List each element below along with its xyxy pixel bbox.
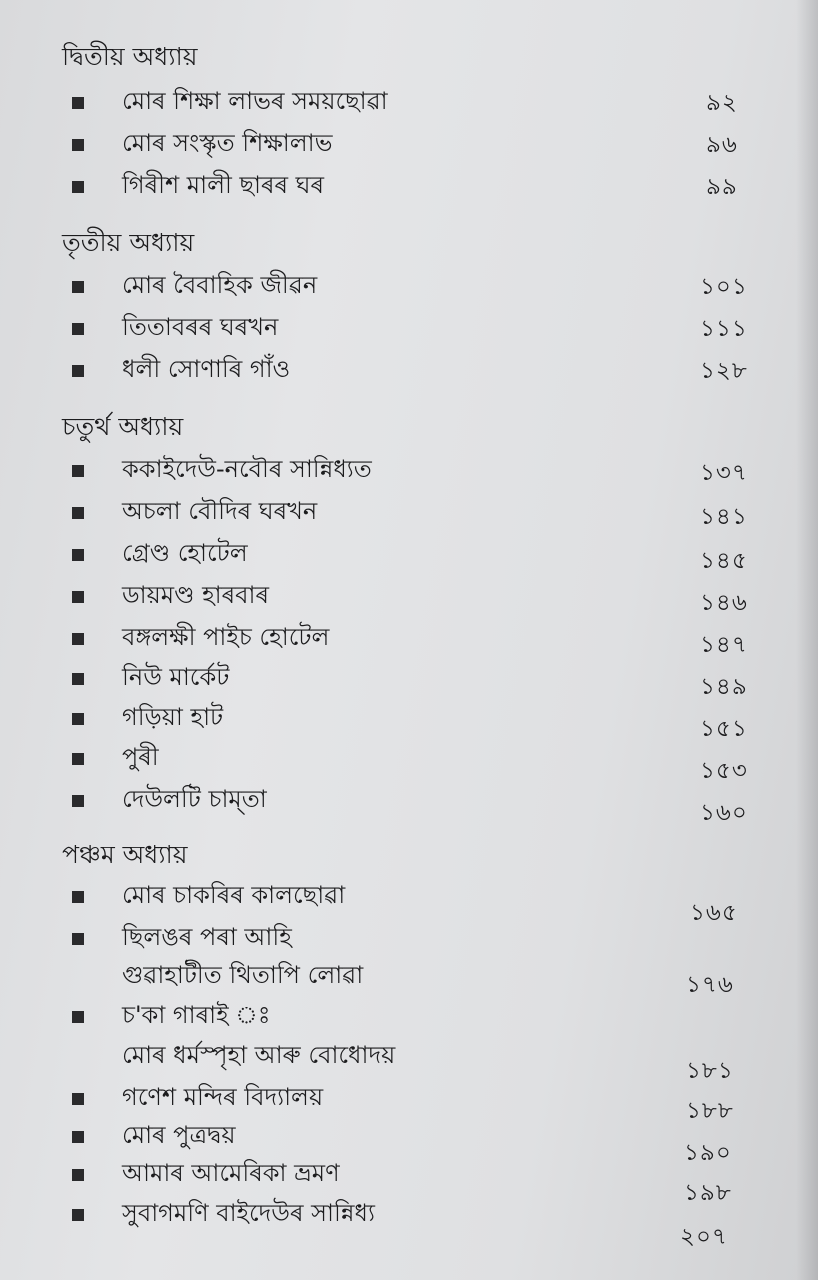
toc-entry bbox=[0, 354, 818, 388]
toc-entry bbox=[0, 742, 818, 784]
toc-entry bbox=[0, 922, 818, 1002]
entry-page-number: ১৪৯ bbox=[700, 674, 748, 700]
chapter-heading-3: তৃতীয় অধ্যায় bbox=[62, 228, 195, 257]
bullet-icon bbox=[72, 1131, 84, 1143]
bullet-icon bbox=[72, 1093, 84, 1105]
bullet-icon bbox=[72, 1209, 84, 1221]
entry-title: মোৰ চাকৰিৰ কালছোৱা bbox=[122, 881, 346, 909]
toc-entry bbox=[0, 128, 818, 162]
entry-title: ডায়মণ্ড হাৰবাৰ bbox=[122, 581, 269, 609]
entry-page-number: ১৪৫ bbox=[700, 548, 748, 574]
bullet-icon bbox=[72, 507, 84, 519]
bullet-icon bbox=[72, 891, 84, 903]
toc-entry bbox=[0, 622, 818, 656]
entry-page-number: ১৩৭ bbox=[700, 460, 748, 486]
toc-entry bbox=[0, 1120, 818, 1166]
entry-title: সুবাগমণি বাইদেউৰ সান্নিধ্য bbox=[122, 1199, 375, 1227]
bullet-icon bbox=[72, 281, 84, 293]
bullet-icon bbox=[72, 465, 84, 477]
entry-title: ধলী সোণাৰি গাঁও bbox=[122, 355, 291, 383]
bullet-icon bbox=[72, 713, 84, 725]
toc-entry bbox=[0, 86, 818, 120]
entry-title-continued: মোৰ ধৰ্মস্পৃহা আৰু বোধোদয় bbox=[122, 1041, 396, 1069]
bullet-icon bbox=[72, 181, 84, 193]
toc-entry bbox=[0, 662, 818, 700]
entry-page-number: ১০১ bbox=[700, 274, 748, 300]
toc-entry bbox=[0, 580, 818, 614]
entry-page-number: ১৬৫ bbox=[690, 900, 738, 926]
chapter-heading-5: পঞ্চম অধ্যায় bbox=[62, 840, 188, 869]
entry-page-number: ৯২ bbox=[706, 90, 738, 116]
entry-title: গিৰীশ মালী ছাৰৰ ঘৰ bbox=[122, 171, 324, 199]
entry-title: ককাইদেউ-নবৌৰ সান্নিধ্যত bbox=[122, 455, 372, 483]
toc-entry bbox=[0, 270, 818, 304]
entry-title: পুৰী bbox=[122, 743, 159, 771]
toc-entry bbox=[0, 454, 818, 488]
toc-entry bbox=[0, 1000, 818, 1084]
entry-page-number: ১৭৬ bbox=[686, 972, 734, 998]
entry-title: অচলা বৌদিৰ ঘৰখন bbox=[122, 497, 318, 525]
entry-page-number: ১২৮ bbox=[700, 358, 748, 384]
entry-title: গড়িয়া হাট bbox=[122, 703, 224, 731]
entry-page-number: ৯৬ bbox=[706, 132, 738, 158]
entry-page-number: ১৫৩ bbox=[700, 758, 748, 784]
toc-entry bbox=[0, 784, 818, 826]
toc-entry bbox=[0, 170, 818, 204]
toc-entry bbox=[0, 312, 818, 346]
bullet-icon bbox=[72, 365, 84, 377]
entry-page-number: ১৯৮ bbox=[684, 1180, 732, 1206]
entry-page-number: ১৯০ bbox=[684, 1140, 732, 1166]
bullet-icon bbox=[72, 139, 84, 151]
chapter-heading-2: দ্বিতীয় অধ্যায় bbox=[62, 42, 198, 71]
entry-page-number: ১৪৬ bbox=[700, 590, 748, 616]
toc-entry bbox=[0, 880, 818, 926]
entry-title: মোৰ সংস্কৃত শিক্ষালাভ bbox=[122, 129, 333, 157]
entry-title: গ্ৰেণ্ড হোটেল bbox=[122, 539, 248, 567]
entry-title: ছিলঙৰ পৰা আহি bbox=[122, 923, 292, 951]
entry-title: দেউলটি চাম্‌তা bbox=[122, 785, 267, 813]
entry-title: নিউ মাৰ্কেট bbox=[122, 663, 230, 691]
entry-title: বঙ্গলক্ষী পাইচ হোটেল bbox=[122, 623, 330, 651]
toc-entry bbox=[0, 1158, 818, 1206]
toc-entry bbox=[0, 1082, 818, 1124]
entry-page-number: ১৮৮ bbox=[686, 1098, 734, 1124]
entry-title: মোৰ বৈবাহিক জীৱন bbox=[122, 271, 318, 299]
entry-title: মোৰ পুত্ৰদ্বয় bbox=[122, 1121, 236, 1149]
bullet-icon bbox=[72, 633, 84, 645]
entry-title-continued: গুৱাহাটীত থিতাপি লোৱা bbox=[122, 961, 364, 989]
bullet-icon bbox=[72, 795, 84, 807]
entry-page-number: ২০৭ bbox=[680, 1224, 728, 1250]
bullet-icon bbox=[72, 1011, 84, 1023]
entry-page-number: ১৪৭ bbox=[700, 632, 748, 658]
entry-page-number: ১৫১ bbox=[700, 716, 748, 742]
entry-title: চ'কা গাৰাই ঃ bbox=[122, 1001, 271, 1029]
entry-page-number: ১৮১ bbox=[686, 1058, 734, 1084]
bullet-icon bbox=[72, 933, 84, 945]
bullet-icon bbox=[72, 753, 84, 765]
toc-entry bbox=[0, 538, 818, 572]
entry-title: মোৰ শিক্ষা লাভৰ সময়ছোৱা bbox=[122, 87, 388, 115]
entry-page-number: ১৪১ bbox=[700, 504, 748, 530]
entry-page-number: ১৬০ bbox=[700, 800, 748, 826]
bullet-icon bbox=[72, 591, 84, 603]
entry-title: গণেশ মন্দিৰ বিদ্যালয় bbox=[122, 1083, 324, 1111]
bullet-icon bbox=[72, 97, 84, 109]
entry-page-number: ১১১ bbox=[700, 316, 748, 342]
bullet-icon bbox=[72, 549, 84, 561]
entry-page-number: ৯৯ bbox=[706, 174, 738, 200]
entry-title: তিতাবৰৰ ঘৰখন bbox=[122, 313, 279, 341]
bullet-icon bbox=[72, 1169, 84, 1181]
toc-entry bbox=[0, 496, 818, 530]
toc-entry bbox=[0, 702, 818, 742]
chapter-heading-4: চতুৰ্থ অধ্যায় bbox=[62, 412, 184, 441]
entry-title: আমাৰ আমেৰিকা ভ্ৰমণ bbox=[122, 1159, 340, 1187]
toc-entry bbox=[0, 1198, 818, 1250]
bullet-icon bbox=[72, 323, 84, 335]
bullet-icon bbox=[72, 673, 84, 685]
